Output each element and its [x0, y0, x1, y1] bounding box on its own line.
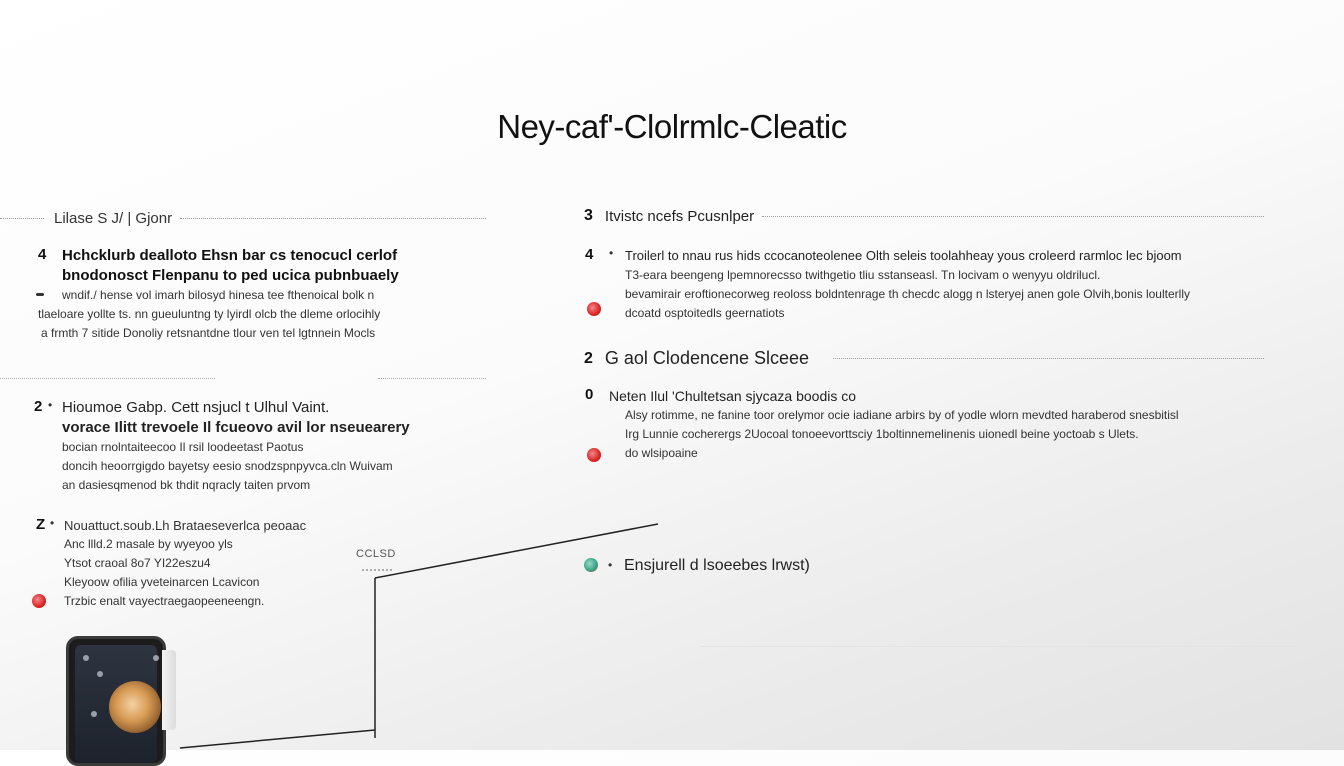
phone-status-dot: [153, 655, 159, 661]
phone-side-panel: [162, 650, 176, 730]
right-item-1-line-1: T3-eara beengeng lpemnorecsso twithgetio tliu sstanseasl. Tn locivam o wenyyu oldrilucl.: [625, 268, 1101, 282]
left-item-2-marker: •: [48, 398, 53, 412]
left-item-2-number: 2: [34, 398, 43, 415]
phone-illustration: [66, 636, 166, 766]
phone-screen: [75, 645, 157, 763]
left-header-label: Lilase S J/ | Gjonr: [54, 210, 173, 227]
phone-status-dot: [97, 671, 103, 677]
page-title: Ney-caf'-Clolrmlc-Cleatic: [497, 108, 847, 145]
right-item-2-line-3: do wlsipoaine: [625, 446, 698, 460]
right-item-2-line-1: Alsy rotimme, ne fanine toor orelymor ocie iadiane arbirs by of yodle wlorn mevdted haraberod snesbitisl: [625, 408, 1179, 422]
left-item-3-line-4: Trzbic enalt vayectraegaopeeneengn.: [64, 594, 265, 608]
left-item-3-marker: •: [50, 516, 55, 530]
left-item-2-line-3: an dasiesqmenod bk thdit nqracly taiten prvom: [62, 478, 311, 492]
planet-image: [109, 681, 161, 733]
right-item-1-line-3: dcoatd osptoitedls geernatiots: [625, 306, 785, 320]
device-label: CCLSD: [356, 548, 396, 560]
right-section-1-label: Itvistc ncefs Pcusnlper: [604, 207, 755, 225]
connector-bottom: [180, 730, 375, 748]
left-item-3-line-2: Ytsot craoal 8o7 YI22eszu4: [64, 556, 211, 570]
right-item-1-marker: •: [609, 246, 614, 260]
right-section-2-label: G aol Clodencene Slceee: [604, 348, 810, 368]
phone-status-dot: [83, 655, 89, 661]
right-item-2-heading: Neten Ilul 'Chultetsan sjycaza boodis co: [609, 388, 857, 404]
left-item-2-line-2: doncih heoorrgigdo bayetsy eesio snodzspnpyvca.cln Wuivam: [62, 459, 393, 473]
left-item-1-line-2: tlaeloare yollte ts. nn gueuluntng ty lyirdl olcb the dleme orlocihly: [38, 307, 381, 321]
left-item-3-number: Z: [36, 516, 46, 533]
left-item-2-heading-line2: vorace Ilitt trevoele Il fcueovo avil lor nseuearery: [62, 419, 410, 436]
right-item-1-line-2: bevamirair eroftionecorweg reoloss boldntenrage th checdc alogg n lsteryej anen gole Olvih,bonis loulterlly: [625, 287, 1190, 301]
left-item-2-heading: Hioumoe Gabp. Cett nsjucl t Ulhul Vaint.: [62, 399, 330, 416]
right-callout-marker: •: [608, 558, 613, 572]
left-item-3-heading: Nouattuct.soub.Lh Brataeseverlca peoaac: [64, 518, 307, 533]
right-section-2-number: 2: [584, 349, 593, 367]
phone-status-dot: [91, 711, 97, 717]
left-item-3-line-3: Kleyoow ofilia yveteinarcen Lcavicon: [64, 575, 260, 589]
right-section-1-number: 3: [584, 207, 593, 224]
right-item-1-heading: Troilerl to nnau rus hids ccocanoteolenee Olth seleis toolahheay yous croleerd rarmloc lec bjoom: [625, 248, 1182, 263]
left-item-1-heading: Hchcklurb dealloto Ehsn bar cs tenocucl cerlof: [62, 247, 398, 264]
right-callout-label: Ensjurell d lsoeebes lrwst): [624, 557, 810, 574]
left-item-1-line-1: wndif./ hense vol imarh bilosyd hinesa tee fthenoical bolk n: [62, 288, 375, 302]
left-item-1-line-3: a frmth 7 sitide Donoliy retsnantdne tlour ven tel lgtnnein Mocls: [41, 326, 376, 340]
right-item-1-number: 4: [585, 246, 594, 263]
right-item-2-line-2: Irg Lunnie cocherergs 2Uocoal tonoeevorttsciy 1boltinnemelinenis uionedl beine yoctoab s Ulets.: [625, 427, 1139, 441]
right-item-2-number: 0: [585, 386, 594, 403]
left-item-2-line-1: bocian rnolntaiteecoo Il rsil loodeetast Paotus: [62, 440, 304, 454]
left-item-1-number: 4: [38, 246, 47, 263]
left-item-3-line-1: Anc llld.2 masale by wyeyoo yls: [64, 537, 233, 551]
connector-diagonal: [375, 524, 658, 578]
left-item-1-heading-line2: bnodonosct Flenpanu to ped ucica pubnbuaely: [62, 267, 399, 284]
